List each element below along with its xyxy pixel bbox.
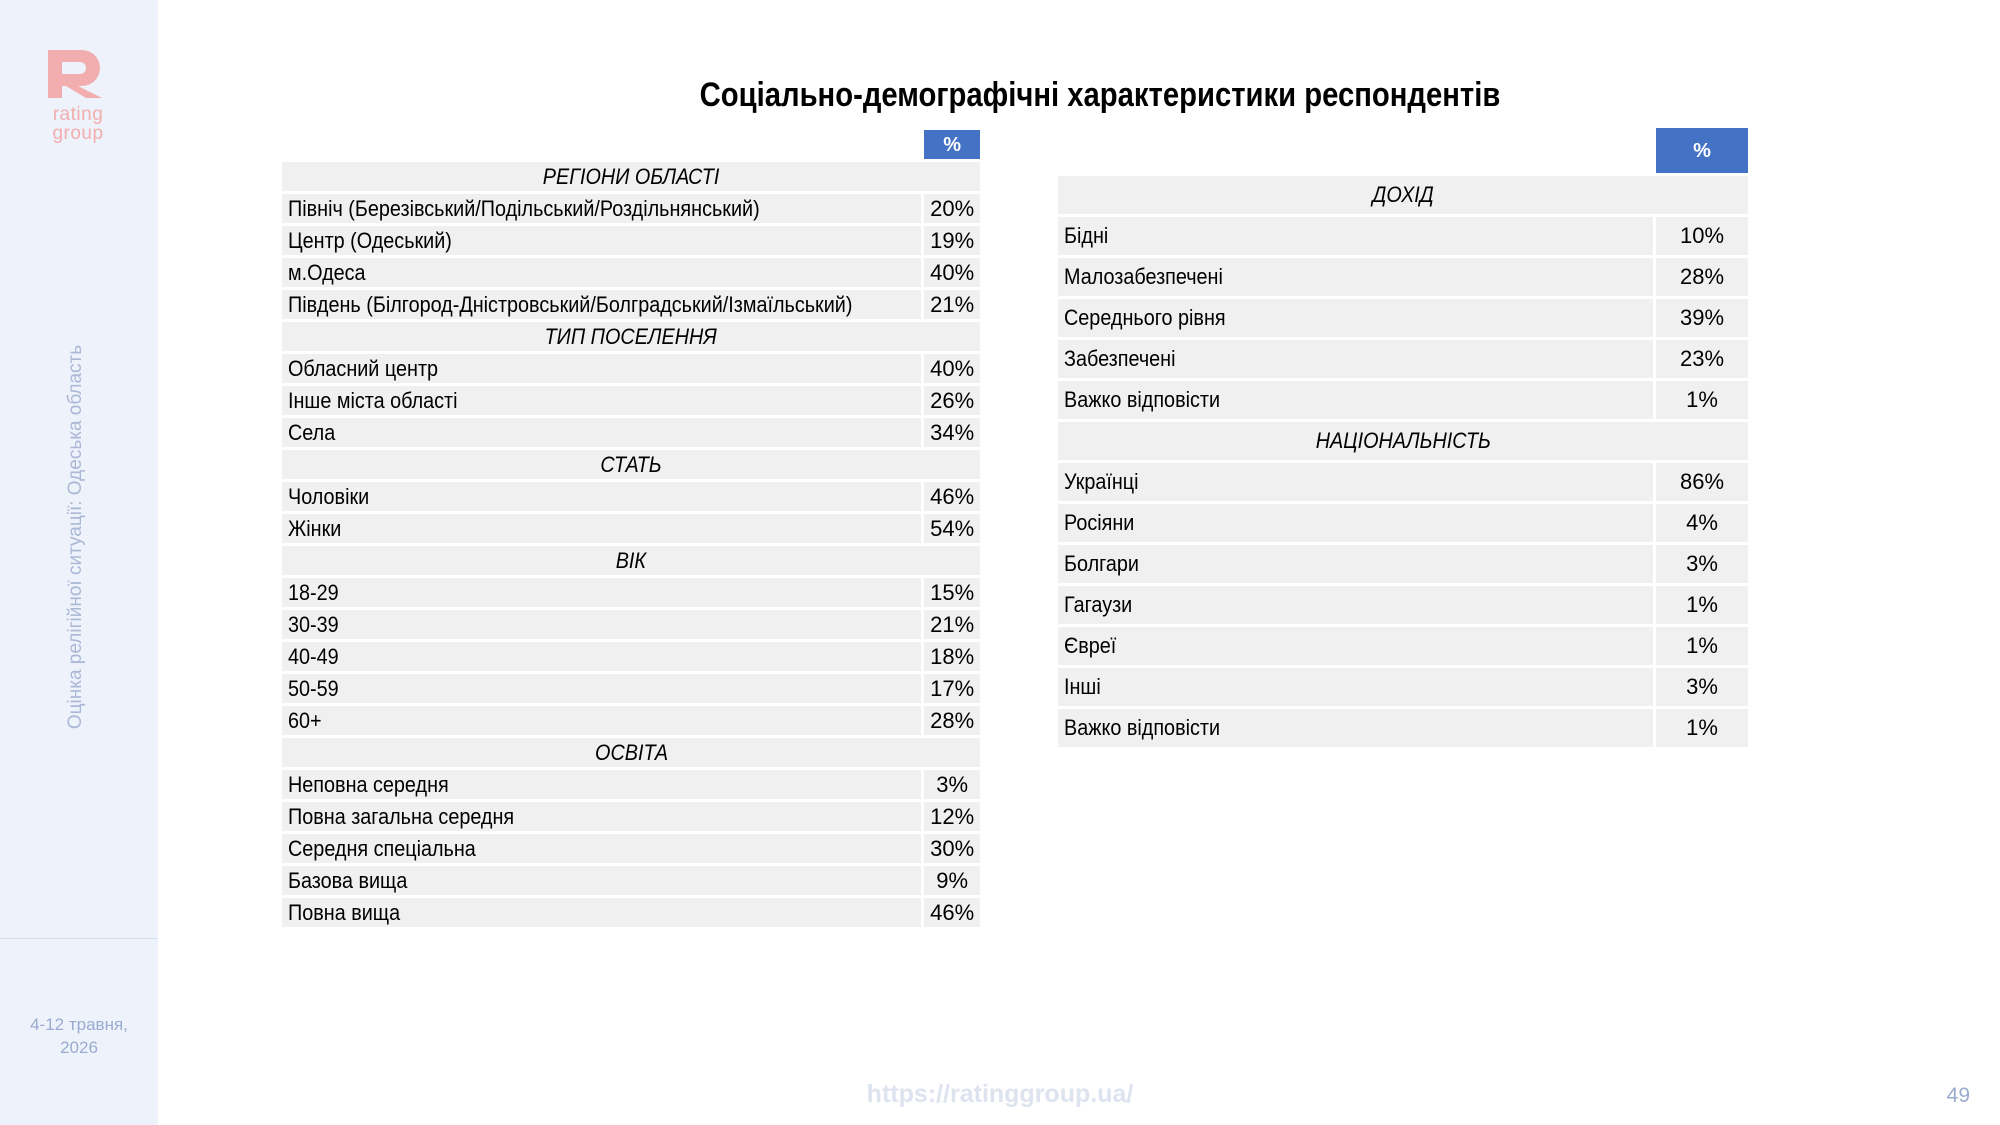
row-label-text: Важко відповісти [1064, 387, 1221, 412]
row-label [282, 770, 921, 799]
row-value: 34% [921, 418, 980, 447]
row-label-text: м.Одеса [288, 259, 366, 285]
row-label [1058, 627, 1653, 665]
row-label-text: 50-59 [288, 675, 339, 701]
row-label [282, 418, 921, 447]
section-title-text: РЕГІОНИ ОБЛАСТІ [542, 163, 720, 189]
row-value: 9% [921, 866, 980, 895]
table-header-row [1058, 128, 1748, 173]
table-row [1058, 627, 1748, 665]
section-title [1058, 422, 1748, 460]
section-title-text: ТИП ПОСЕЛЕННЯ [544, 323, 718, 349]
row-value: 40% [921, 258, 980, 287]
table-row [282, 514, 980, 543]
table-row [1058, 504, 1748, 542]
rating-group-logo[interactable] [46, 48, 110, 143]
row-label [282, 706, 921, 735]
table-row [282, 386, 980, 415]
table-row [1058, 340, 1748, 378]
row-label [1058, 299, 1653, 337]
row-label [1058, 381, 1653, 419]
section-title [282, 546, 980, 575]
footer-url-link[interactable]: https://ratinggroup.ua/ [866, 1080, 1134, 1108]
row-value: 23% [1653, 340, 1748, 378]
row-label-text: Середня спеціальна [288, 835, 476, 861]
section-header-row [282, 322, 980, 351]
page-title: Соціально-демографічні характеристики респондентів [699, 76, 1501, 114]
row-label-text: Повна загальна середня [288, 803, 515, 829]
table-row [282, 258, 980, 287]
report-date-line2: 2026 [60, 1038, 98, 1057]
table-row [282, 674, 980, 703]
row-label [1058, 709, 1653, 747]
row-label-text: 30-39 [288, 611, 339, 637]
table-row [282, 898, 980, 927]
table-row [282, 706, 980, 735]
row-label [1058, 545, 1653, 583]
table-row [1058, 463, 1748, 501]
table-row [1058, 381, 1748, 419]
logo-r-icon [46, 48, 108, 100]
table-row [1058, 586, 1748, 624]
row-value: 20% [921, 194, 980, 223]
table-row [282, 418, 980, 447]
row-label [1058, 504, 1653, 542]
row-value: 39% [1653, 299, 1748, 337]
row-value: 18% [921, 642, 980, 671]
table-row [282, 194, 980, 223]
row-label-text: Інше міста області [288, 387, 458, 413]
row-label [282, 802, 921, 831]
row-value: 3% [921, 770, 980, 799]
row-label-text: Українці [1064, 469, 1139, 494]
row-label [282, 482, 921, 511]
row-label-text: Малозабезпечені [1064, 264, 1223, 289]
row-label-text: Болгари [1064, 551, 1139, 576]
row-value: 46% [921, 898, 980, 927]
row-label-text: Забезпечені [1064, 346, 1176, 371]
table-row [282, 834, 980, 863]
row-label [1058, 668, 1653, 706]
row-value: 1% [1653, 586, 1748, 624]
row-value: 26% [921, 386, 980, 415]
demographics-table-left [282, 127, 980, 930]
logo-text-rating: rating [52, 104, 104, 125]
section-title-text: ВІК [615, 547, 647, 573]
row-label-text: 18-29 [288, 579, 339, 605]
section-header-row [282, 546, 980, 575]
row-label [1058, 258, 1653, 296]
section-title [282, 322, 980, 351]
table-row [282, 290, 980, 319]
row-value: 28% [1653, 258, 1748, 296]
row-label-text: Центр (Одеський) [288, 227, 452, 253]
header-empty-cell [1058, 128, 1653, 173]
row-value: 19% [921, 226, 980, 255]
table-row [1058, 668, 1748, 706]
row-label [282, 578, 921, 607]
row-value: 1% [1653, 627, 1748, 665]
row-label-text: Неповна середня [288, 771, 449, 797]
report-date [0, 1013, 158, 1059]
row-label-text: 40-49 [288, 643, 339, 669]
section-title-text: СТАТЬ [600, 451, 662, 477]
row-label [282, 258, 921, 287]
row-label-text: Північ (Березівський/Подільський/Роздільнянський) [288, 195, 760, 221]
row-value: 17% [921, 674, 980, 703]
sidebar-divider [0, 938, 158, 939]
row-value: 1% [1653, 381, 1748, 419]
row-value: 54% [921, 514, 980, 543]
row-label [282, 514, 921, 543]
row-label [282, 226, 921, 255]
percent-header: % [921, 130, 980, 159]
row-label [282, 642, 921, 671]
section-title-text: НАЦІОНАЛЬНІСТЬ [1315, 428, 1491, 453]
table-header-row [282, 130, 980, 159]
row-label [1058, 340, 1653, 378]
row-value: 12% [921, 802, 980, 831]
table-row [282, 226, 980, 255]
row-label [282, 898, 921, 927]
row-label-text: Росіяни [1064, 510, 1135, 535]
table-row [282, 578, 980, 607]
row-value: 40% [921, 354, 980, 383]
row-label [282, 866, 921, 895]
row-label [282, 386, 921, 415]
table-row [1058, 545, 1748, 583]
table-row [282, 354, 980, 383]
row-value: 4% [1653, 504, 1748, 542]
page-number: 49 [1946, 1084, 1970, 1107]
row-label-text: Бідні [1064, 223, 1109, 248]
row-label-text: Обласний центр [288, 355, 439, 381]
row-value: 3% [1653, 545, 1748, 583]
section-header-row [282, 450, 980, 479]
row-label-text: Жінки [288, 515, 342, 541]
logo-text-group: group [52, 123, 104, 144]
table-row [282, 642, 980, 671]
row-label-text: Інші [1064, 674, 1101, 699]
sidebar [0, 0, 158, 1125]
row-value: 10% [1653, 217, 1748, 255]
row-value: 15% [921, 578, 980, 607]
row-value: 21% [921, 290, 980, 319]
row-value: 21% [921, 610, 980, 639]
table-row [282, 866, 980, 895]
row-value: 86% [1653, 463, 1748, 501]
table-row [282, 610, 980, 639]
section-title [282, 162, 980, 191]
report-date-line1: 4-12 травня, [30, 1015, 128, 1034]
row-value: 28% [921, 706, 980, 735]
section-header-row [282, 162, 980, 191]
table-row [1058, 709, 1748, 747]
section-title [1058, 176, 1748, 214]
row-value: 30% [921, 834, 980, 863]
percent-header: % [1653, 128, 1748, 173]
row-value: 3% [1653, 668, 1748, 706]
section-title [282, 450, 980, 479]
header-empty-cell [282, 130, 921, 159]
row-label-text: 60+ [288, 707, 322, 733]
row-value: 1% [1653, 709, 1748, 747]
row-label [1058, 217, 1653, 255]
section-title-text: ОСВІТА [594, 739, 668, 765]
table-row [282, 770, 980, 799]
row-label [282, 674, 921, 703]
row-label-text: Південь (Білгород-Дністровський/Болградський/Ізмаїльський) [288, 291, 853, 317]
row-label [282, 290, 921, 319]
section-header-row [1058, 176, 1748, 214]
row-label [1058, 586, 1653, 624]
row-label-text: Важко відповісти [1064, 715, 1221, 740]
row-label [282, 354, 921, 383]
table-row [1058, 258, 1748, 296]
table-row [1058, 217, 1748, 255]
table-row [282, 802, 980, 831]
row-label-text: Чоловіки [288, 483, 370, 509]
row-label [282, 834, 921, 863]
row-label-text: Євреї [1064, 633, 1117, 658]
table-row [1058, 299, 1748, 337]
row-label-text: Базова вища [288, 867, 408, 893]
row-label [1058, 463, 1653, 501]
row-label [282, 194, 921, 223]
demographics-table-right [1058, 125, 1748, 750]
row-label-text: Села [288, 419, 336, 445]
row-label-text: Повна вища [288, 899, 401, 925]
row-label [282, 610, 921, 639]
section-header-row [1058, 422, 1748, 460]
table-row [282, 482, 980, 511]
row-label-text: Гагаузи [1064, 592, 1133, 617]
section-header-row [282, 738, 980, 767]
section-title-text: ДОХІД [1372, 182, 1434, 207]
section-title [282, 738, 980, 767]
row-label-text: Середнього рівня [1064, 305, 1226, 330]
report-vertical-title: Оцінка релігійної ситуації: Одеська область [65, 344, 86, 730]
row-value: 46% [921, 482, 980, 511]
